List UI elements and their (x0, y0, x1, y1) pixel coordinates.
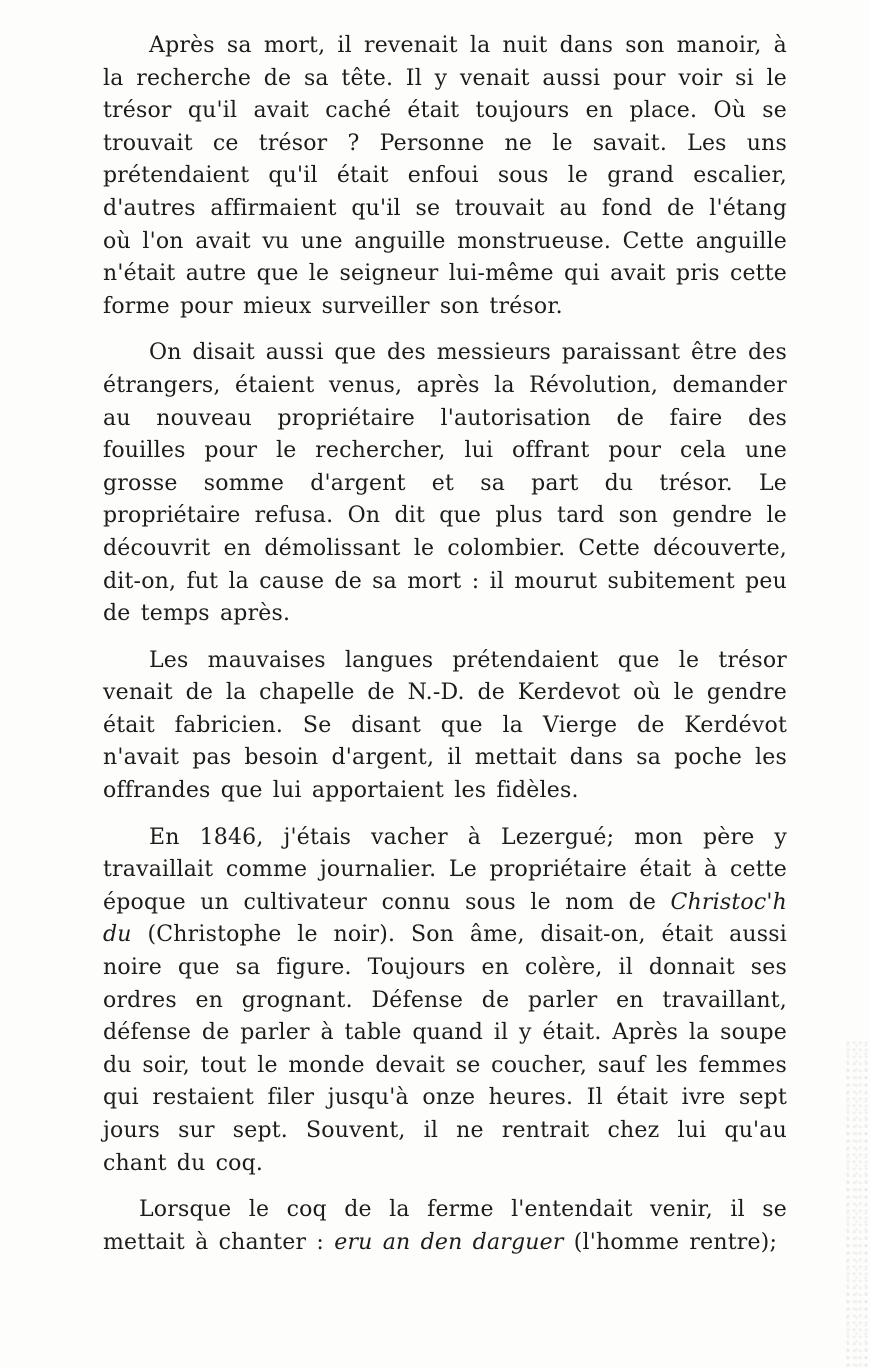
paragraph-5-text-end: (l'homme rentre); (563, 1229, 778, 1255)
paragraph-4 (103, 822, 787, 1181)
paragraph-1: Après sa mort, il revenait la nuit dans son manoir, à la recherche de sa tête. Il y venait aussi pour voir si le trésor qu'il avait caché était toujours en place. Où se trouvait ce trésor ? Personne ne le savait. Les uns prétendaient qu'il était enfoui sous le grand escalier, d'autres affirmaient qu'il se trouvait au fond de l'étang où l'on avait vu une anguille monstrueuse. Cette anguille n'était autre que le seigneur lui-même qui avait pris cette forme pour mieux surveiller son trésor. (103, 33, 787, 319)
paragraph-4-breton-name: Christoc'h du (103, 889, 787, 948)
paragraph-5-breton-phrase: eru an den darguer (334, 1229, 564, 1255)
paragraph-5 (103, 1194, 787, 1259)
page-text (103, 30, 787, 1273)
paragraph-3: Les mauvaises langues prétendaient que le trésor venait de la chapelle de N.-D. de Kerdevot où le gendre était fabricien. Se disant que la Vierge de Kerdévot n'avait pas besoin d'argent, il mettait dans sa poche les offrandes que lui apportaient les fidèles. (103, 647, 787, 804)
paragraph-4-text-end: (Christophe le noir). Son âme, disait-on, était aussi noire que sa figure. Toujours en colère, il donnait ses ordres en grognant. Défense de parler en travaillant, défense de parler à table quand il y était. Après la soupe du soir, tout le monde devait se coucher, sauf les femmes qui restaient filer jusqu'à onze heures. Il était ivre sept jours sur sept. Souvent, il ne rentrait chez lui qu'au chant du coq. (103, 922, 787, 1176)
page-edge-speckle (844, 1040, 870, 1369)
paragraph-4-text-start: En 1846, j'étais vacher à Lezergué; mon père y travaillait comme journalier. Le propriétaire était à cette époque un cultivateur connu sous le nom de (103, 824, 787, 915)
paragraph-5-text-start: Lorsque le coq de la ferme l'entendait venir, il se mettait à chanter : (103, 1197, 787, 1255)
paragraph-2: On disait aussi que des messieurs paraissant être des étrangers, étaient venus, après la Révolution, demander au nouveau propriétaire l'autorisation de faire des fouilles pour le rechercher, lui offrant pour cela une grosse somme d'argent et sa part du trésor. Le propriétaire refusa. On dit que plus tard son gendre le découvrit en démolissant le colombier. Cette découverte, dit-on, fut la cause de sa mort : il mourut subitement peu de temps après. (103, 340, 787, 627)
